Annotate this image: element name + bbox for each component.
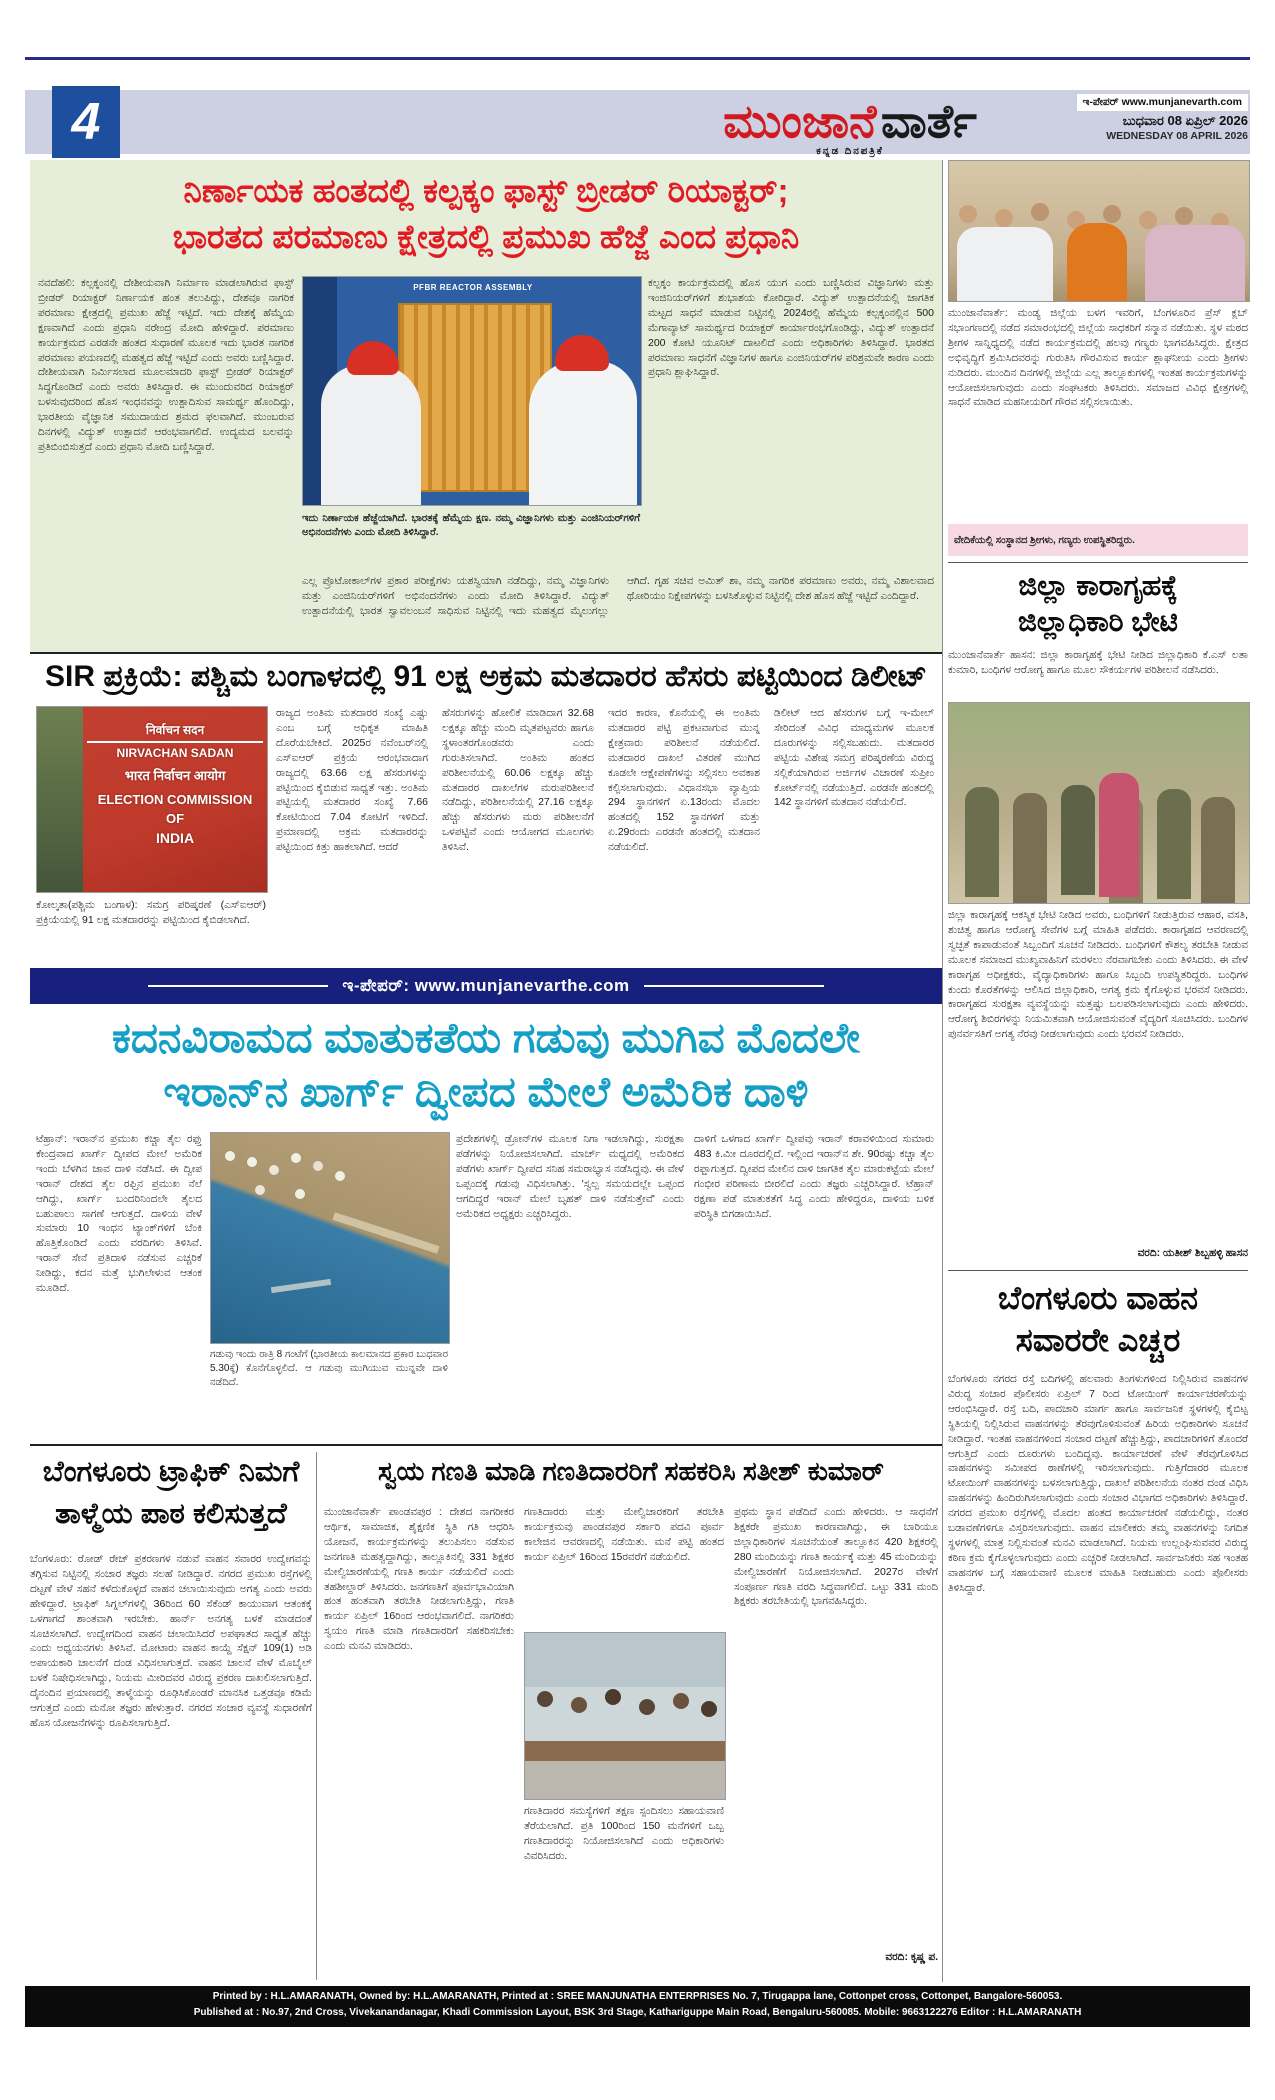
jail-visit-photo (948, 702, 1250, 904)
sir-col5: ಡಿಲೀಟ್ ಆದ ಹೆಸರುಗಳ ಬಗ್ಗೆ ಇ-ಮೇಲ್ ಸೇರಿದಂತೆ ವಿವಿಧ ಮಾಧ್ಯಮಗಳ ಮೂಲಕ ದೂರುಗಳನ್ನು ಸಲ್ಲಿಸಬಹುದು. ಮತದಾರರ ಪಟ್ಟಿಯ ವಿಶೇಷ ಸಮಗ್ರ ಪರಿಷ್ಕರಣೆಯ ವಿರುದ್ಧ ಸಲ್ಲಿಕೆಯಾಗಿರುವ ಅರ್ಜಿಗಳ ವಿಚಾರಣೆ ಸುಪ್ರೀಂ ಕೋರ್ಟ್‌ನಲ್ಲಿ ನಡೆಯುತ್ತಿದೆ. ಎರಡನೇ ಹಂತದಲ್ಲಿ 142 ಸ್ಥಾನಗಳಿಗೆ ಮತದಾನ ನಡೆಯಲಿದೆ. (774, 707, 934, 809)
election-commission-photo (36, 706, 268, 893)
vehicle-headline-line2: ಸವಾರರೇ ಎಚ್ಚರ (1015, 1322, 1181, 1358)
person-right-red-helmet (555, 335, 609, 371)
divider-right-2 (948, 1270, 1248, 1271)
jetty-pier (332, 1212, 439, 1254)
classroom-wall (525, 1633, 725, 1687)
classroom-tables (525, 1741, 725, 1761)
officer-in-saree-figure (1099, 773, 1139, 897)
sir-col2: ರಾಜ್ಯದ ಅಂತಿಮ ಮತದಾರರ ಸಂಖ್ಯೆ ಎಷ್ಟು ಎಂಬ ಬಗ್ಗೆ ಅಧಿಕೃತ ಮಾಹಿತಿ ದೊರೆಯಬೇಕಿದೆ. 2025ರ ನವೆಂಬರ್‌ನಲ್ಲಿ ಎಸ್‌ಐಆರ್ ಪ್ರಕ್ರಿಯೆ ಆರಂಭವಾದಾಗ ರಾಜ್ಯದಲ್ಲಿ 63.66 ಲಕ್ಷ ಹೆಸರುಗಳನ್ನು ಪಟ್ಟಿಯಿಂದ ಕೈಬಿಡುವ ಸಾಧ್ಯತೆ ಇತ್ತು. ಅಂತಿಮ ಪಟ್ಟಿಯಲ್ಲಿ ಮತದಾರರ ಸಂಖ್ಯೆ 7.66 ಕೋಟಿಯಿಂದ 7.04 ಕೋಟಿಗೆ ಇಳಿದಿದೆ. ಪ್ರಮಾಣದಲ್ಲಿ ಅಕ್ರಮ ಮತದಾರರನ್ನು ಪಟ್ಟಿಯಿಂದ ಕಿತ್ತು ಹಾಕಲಾಗಿದೆ. ಆದರೆ (276, 707, 428, 854)
traffic-body: ಬೆಂಗಳೂರು: ರೋಡ್ ರೇಜ್ ಪ್ರಕರಣಗಳ ನಡುವೆ ವಾಹನ ಸವಾರರ ಉದ್ವೇಗವನ್ನು ತಗ್ಗಿಸುವ ನಿಟ್ಟಿನಲ್ಲಿ ಸಂಚಾರ ತಜ್ಞರು ಸಲಹೆ ನೀಡಿದ್ದಾರೆ. ನಗರದ ಪ್ರಮುಖ ರಸ್ತೆಗಳಲ್ಲಿ ದಟ್ಟಣೆ ವೇಳೆ ಸಹನೆ ಕಳೆದುಕೊಳ್ಳದೆ ವಾಹನ ಚಲಾಯಿಸುವುದು ಅಗತ್ಯ ಎಂದು ಅವರು ಹೇಳಿದ್ದಾರೆ. ಟ್ರಾಫಿಕ್ ಸಿಗ್ನಲ್‌ಗಳಲ್ಲಿ 36ರಿಂದ 60 ಸೆಕೆಂಡ್ ಕಾಯುವಾಗ ಆತಂಕಕ್ಕೆ ಒಳಗಾಗದೆ ಶಾಂತವಾಗಿ ಇರಬೇಕು. ಹಾರ್ನ್ ಅನಗತ್ಯ ಬಳಕೆ ಮಾಡದಂತೆ ಸೂಚಿಸಲಾಗಿದೆ. ಉದ್ವೇಗದಿಂದ ವಾಹನ ಚಲಾಯಿಸಿದರೆ ಅಪಘಾತದ ಸಾಧ್ಯತೆ ಹೆಚ್ಚು ಎಂದು ಅಧ್ಯಯನಗಳು ತಿಳಿಸಿವೆ. ಮೋಟಾರು ವಾಹನ ಕಾಯ್ದೆ ಸೆಕ್ಷನ್ 109(1) ಅಡಿ ಅಪಾಯಕಾರಿ ಚಾಲನೆಗೆ ದಂಡ ವಿಧಿಸಲಾಗುತ್ತದೆ. ವಾಹನ ಚಾಲನೆ ವೇಳೆ ಮೊಬೈಲ್ ಬಳಕೆ ನಿಷೇಧಿಸಲಾಗಿದ್ದು, ನಿಯಮ ಮೀರಿದವರ ವಿರುದ್ಧ ಪ್ರಕರಣ ದಾಖಲಿಸಲಾಗುತ್ತಿದೆ. ದೈನಂದಿನ ಪ್ರಯಾಣದಲ್ಲಿ ತಾಳ್ಮೆಯನ್ನು ರೂಢಿಸಿಕೊಂಡರೆ ಮಾನಸಿಕ ಒತ್ತಡವೂ ಕಡಿಮೆ ಆಗುತ್ತದೆ ಎಂದು ಮನೋ ತಜ್ಞರು ಹೇಳುತ್ತಾರೆ. ನಗರದ ಸಂಚಾರ ವ್ಯವಸ್ಥೆ ಸುಧಾರಣೆಗೆ ಹೊಸ ಯೋಜನೆಗಳನ್ನು ರೂಪಿಸಲಾಗುತ್ತಿದೆ. (30, 1553, 312, 1729)
census-col1: ಮುಂಜಾನೆವಾರ್ತೆ ಪಾಂಡವಪುರ : ದೇಶದ ನಾಗರೀಕರ ಆರ್ಥಿಕ, ಸಾಮಾಜಿಕ, ಶೈಕ್ಷಣಿಕ ಸ್ಥಿತಿ ಗತಿ ಆಧರಿಸಿ ಯೋಜನೆ, ಕಾರ್ಯಕ್ರಮಗಳನ್ನು ತಲುಪಿಸಲು ನಡೆಸುವ ಜನಗಣತಿ ಮಹತ್ವದ್ದಾಗಿದ್ದು, ತಾಲ್ಲೂಕಿನಲ್ಲಿ 331 ಶಿಕ್ಷಕರ ಮೇಲ್ವಿಚಾರಣೆಯಲ್ಲಿ ಗಣತಿ ಕಾರ್ಯ ನಡೆಯಲಿದೆ ಎಂದು ತಹಶೀಲ್ದಾರ್ ತಿಳಿಸಿದರು. ಜನಗಣತಿಗೆ ಪೂರ್ವಭಾವಿಯಾಗಿ ಹಂತ ಹಂತವಾಗಿ ತರಬೇತಿ ನೀಡಲಾಗುತ್ತಿದ್ದು, ಗಣತಿ ಕಾರ್ಯ ಏಪ್ರಿಲ್ 16ರಿಂದ ಆರಂಭವಾಗಲಿದೆ. ನಾಗರಿಕರು ಸ್ವಯಂ ಗಣತಿ ಮಾಡಿ ಗಣತಿದಾರರಿಗೆ ಸಹಕರಿಸಬೇಕು ಎಂದು ಮನವಿ ಮಾಡಿದರು. (324, 1506, 514, 1653)
census-byline: ವರದಿ: ಕೃಷ್ಣ ಪ. (885, 1951, 938, 1963)
ec-sign-english1: NIRVACHAN SADAN (116, 746, 234, 760)
figures-right (1145, 225, 1245, 301)
top-border-line (25, 57, 1250, 60)
divider-bottom-row (30, 1444, 942, 1446)
right-top-story-body: ಮುಂಜಾನೆವಾರ್ತೆ: ಮಂಡ್ಯ ಜಿಲ್ಲೆಯ ಬಳಗ ಇವರಿಗೆ, ಬೆಂಗಳೂರಿನ ಪ್ರೆಸ್ ಕ್ಲಬ್ ಸಭಾಂಗಣದಲ್ಲಿ ನಡೆದ ಸಮಾರಂಭದಲ್ಲಿ ಜಿಲ್ಲೆಯ ಸಾಧಕರಿಗೆ ಸನ್ಮಾನ ನಡೆಯಿತು. ಸ್ಥಳ ಮಠದ ಶ್ರೀಗಳ ಸಾನ್ನಿಧ್ಯದಲ್ಲಿ ನಡೆದ ಕಾರ್ಯಕ್ರಮದಲ್ಲಿ ಹಲವು ಗಣ್ಯರು ಭಾಗವಹಿಸಿದ್ದರು. ಕ್ಷೇತ್ರದ ಅಭಿವೃದ್ಧಿಗೆ ಶ್ರಮಿಸಿದವರನ್ನು ಗುರುತಿಸಿ ಗೌರವಿಸುವ ಕಾರ್ಯ ಶ್ಲಾಘನೀಯ ಎಂದು ಶ್ರೀಗಳು ನುಡಿದರು. ಮುಂದಿನ ದಿನಗಳಲ್ಲಿ ಜಿಲ್ಲೆಯ ಎಲ್ಲ ತಾಲ್ಲೂಕುಗಳಲ್ಲಿ ಇಂತಹ ಕಾರ್ಯಕ್ರಮಗಳನ್ನು ಆಯೋಜಿಸಲಾಗುವುದು ಎಂದು ಸಂಘಟಕರು ತಿಳಿಸಿದರು. ಸಮಾಜದ ವಿವಿಧ ಕ್ಷೇತ್ರಗಳಲ್ಲಿ ಸಾಧನೆ ಮಾಡಿದ ಮಹನೀಯರಿಗೆ ಗೌರವ ಸಲ್ಲಿಸಲಾಯಿತು. (948, 307, 1248, 409)
ec-sign-india: INDIA (155, 830, 195, 846)
crowd-heads (959, 205, 977, 223)
census-training-photo (524, 1632, 726, 1800)
ec-sign-rule (87, 741, 263, 743)
masthead-date-kannada: ಬುಧವಾರ 08 ಏಪ್ರಿಲ್ 2026 (1122, 113, 1248, 128)
coastline-surf (271, 1279, 331, 1293)
imprint-line1: Printed by : H.L.AMARANATH, Owned by: H.L.AMARANATH, Printed at : SREE MANJUNATHA ENTERPRISES No. 7, Tirugappa lane, Cottonpet cross, Cottonpet, Bangalore-560053. (212, 1991, 1063, 2002)
traffic-headline-line2: ತಾಳ್ಮೆಯ ಪಾಠ ಕಲಿಸುತ್ತದೆ (55, 1498, 287, 1530)
sir-headline: SIR ಪ್ರಕ್ರಿಯೆ: ಪಶ್ಚಿಮ ಬಂಗಾಳದಲ್ಲಿ 91 ಲಕ್ಷ ಅಕ್ರಮ ಮತದಾರರ ಹೆಸರು ಪಟ್ಟಿಯಿಂದ ಡಿಲೀಟ್ (45, 660, 927, 693)
ec-sign-of: OF (165, 811, 185, 826)
jail-headline-line2: ಜಿಲ್ಲಾಧಿಕಾರಿ ಭೇಟಿ (1018, 606, 1178, 637)
sir-col4: ಇದರ ಕಾರಣ, ಕೊನೆಯಲ್ಲಿ ಈ ಅಂತಿಮ ಮತದಾರರ ಪಟ್ಟಿ ಪ್ರಕಟವಾಗುವ ಮುನ್ನ ಕ್ಷೇತ್ರವಾರು ಪರಿಶೀಲನೆ ನಡೆಯಲಿದೆ. ಮತದಾರರ ದಾಖಲೆ ವಿತರಣೆ ಮುಗಿದ ಕೂಡಲೇ ಆಕ್ಷೇಪಣೆಗಳನ್ನು ಸಲ್ಲಿಸಲು ಅವಕಾಶ ಕಲ್ಪಿಸಲಾಗುವುದು. ವಿಧಾನಸಭಾ ವ್ಯಾಪ್ತಿಯ 294 ಸ್ಥಾನಗಳಿಗೆ ಏ.13ರಂದು ಮೊದಲ ಹಂತದಲ್ಲಿ 152 ಸ್ಥಾನಗಳಿಗೆ ಮತ್ತು ಏ.29ರಂದು ಎರಡನೇ ಹಂತದಲ್ಲಿ ಮತದಾನ ನಡೆಯಲಿದೆ. (608, 707, 760, 854)
person-left-red-helmet (347, 341, 399, 375)
ec-sign-hindi2: भारत निर्वाचन आयोग (124, 768, 226, 783)
masthead-epaper-url[interactable]: ಇ-ಪೇಪರ್ www.munjanevarth.com (1077, 94, 1249, 111)
saffron-robed-figure (1067, 223, 1127, 301)
bottom-left-divider (316, 1452, 317, 1980)
jail-body: ಜಿಲ್ಲಾ ಕಾರಾಗೃಹಕ್ಕೆ ಆಕಸ್ಮಿಕ ಭೇಟಿ ನೀಡಿದ ಅವರು, ಬಂಧಿಗಳಿಗೆ ನೀಡುತ್ತಿರುವ ಆಹಾರ, ವಸತಿ, ಶುಚಿತ್ವ ಹಾಗೂ ಆರೋಗ್ಯ ಸೇವೆಗಳ ಬಗ್ಗೆ ಮಾಹಿತಿ ಪಡೆದರು. ಕಾರಾಗೃಹದ ಆವರಣದಲ್ಲಿ ಸ್ವಚ್ಛತೆ ಕಾಪಾಡುವಂತೆ ಸಿಬ್ಬಂದಿಗೆ ಸೂಚನೆ ನೀಡಿದರು. ಬಂಧಿಗಳಿಗೆ ಕೌಶಲ್ಯ ತರಬೇತಿ ನೀಡುವ ಮೂಲಕ ಸಮಾಜದ ಮುಖ್ಯವಾಹಿನಿಗೆ ಮರಳಲು ನೆರವಾಗಬೇಕು ಎಂದು ತಿಳಿಸಿದರು. ಈ ವೇಳೆ ಕಾರಾಗೃಹ ಅಧೀಕ್ಷಕರು, ವೈದ್ಯಾಧಿಕಾರಿಗಳು ಹಾಗೂ ಸಿಬ್ಬಂದಿ ಉಪಸ್ಥಿತರಿದ್ದರು. ಬಂಧಿಗಳ ಕುಂದು ಕೊರತೆಗಳನ್ನು ಆಲಿಸಿದ ಜಿಲ್ಲಾಧಿಕಾರಿ, ಅಗತ್ಯ ಕ್ರಮ ಕೈಗೊಳ್ಳುವ ಭರವಸೆ ನೀಡಿದರು. ಕಾರಾಗೃಹದ ಸುರಕ್ಷತಾ ವ್ಯವಸ್ಥೆಯನ್ನು ಮತ್ತಷ್ಟು ಬಲಪಡಿಸಲಾಗುವುದು ಎಂದು ಹೇಳಿದರು. ಆರೋಗ್ಯ ಶಿಬಿರಗಳನ್ನು ನಿಯಮಿತವಾಗಿ ಆಯೋಜಿಸುವಂತೆ ವೈದ್ಯರಿಗೆ ಸೂಚಿಸಿದರು. ಬಂದಿಗಳ ಪುನರ್ವಸತಿಗೆ ಅಗತ್ಯ ನೆರವು ನೀಡಲಾಗುವುದು ಎಂದು ಭರವಸೆ ನೀಡಿದರು. (948, 909, 1248, 1041)
classroom-floor (525, 1761, 725, 1799)
imprint-footer (25, 1986, 1250, 2027)
masthead-date-english: WEDNESDAY 08 APRIL 2026 (1106, 130, 1248, 142)
person-right-figure (529, 361, 637, 505)
lead-headline-line2: ಭಾರತದ ಪರಮಾಣು ಕ್ಷೇತ್ರದಲ್ಲಿ ಪ್ರಮುಖ ಹೆಜ್ಜೆ ಎಂದ ಪ್ರಧಾನಿ (172, 218, 800, 255)
sir-col1: ಕೋಲ್ಕತಾ(ಪಶ್ಚಿಮ ಬಂಗಾಳ): ಸಮಗ್ರ ಪರಿಷ್ಕರಣೆ (ಎಸ್‌ಐಆರ್) ಪ್ರಕ್ರಿಯೆಯಲ್ಲಿ 91 ಲಕ್ಷ ಮತದಾರರನ್ನು ಪಟ್ಟಿಯಿಂದ ಕೈಬಿಡಲಾಗಿದೆ. (36, 899, 266, 926)
page-number: 4 (71, 93, 101, 151)
banner-right-line (644, 985, 824, 987)
iran-col1: ಟೆಹ್ರಾನ್: ಇರಾನ್‌ನ ಪ್ರಮುಖ ಕಚ್ಚಾ ತೈಲ ರಫ್ತು ಕೇಂದ್ರವಾದ ಖಾರ್ಗ್ ದ್ವೀಪದ ಮೇಲೆ ಅಮೆರಿಕ ಇಂದು ಬೆಳಗಿನ ಜಾವ ದಾಳಿ ನಡೆಸಿದೆ. ಈ ದ್ವೀಪ ಇರಾನ್ ದೇಶದ ತೈಲ ರಫ್ತಿನ ಪ್ರಮುಖ ನೆಲೆ ಆಗಿದ್ದು, ಖಾರ್ಗ್ ಬಂದರಿನಿಂದಲೇ ತೈಲದ ಬಹುಪಾಲು ಸಾಗಣೆ ಆಗುತ್ತದೆ. ದಾಳಿಯ ವೇಳೆ ಸುಮಾರು 10 ಇಂಧನ ಟ್ಯಾಂಕ್‌ಗಳಿಗೆ ಬೆಂಕಿ ಹೊತ್ತಿಕೊಂಡಿದೆ ಎಂದು ವರದಿಗಳು ತಿಳಿಸಿವೆ. ಇರಾನ್ ಸೇನೆ ಪ್ರತಿದಾಳಿ ನಡೆಸುವ ಎಚ್ಚರಿಕೆ ನೀಡಿದ್ದು, ಕದನ ಮತ್ತೆ ಭುಗಿಲೇಳುವ ಆತಂಕ ಮೂಡಿದೆ. (36, 1133, 202, 1295)
nameplate-subtitle: ಕನ್ನಡ ದಿನಪತ್ರಿಕೆ (816, 146, 884, 157)
jail-headline-line1: ಜಿಲ್ಲಾ ಕಾರಾಗೃಹಕ್ಕೆ (1018, 570, 1178, 601)
iran-col3: ದಾಳಿಗೆ ಒಳಗಾದ ಖಾರ್ಗ್ ದ್ವೀಪವು ಇರಾನ್ ಕರಾವಳಿಯಿಂದ ಸುಮಾರು 483 ಕಿ.ಮೀ ದೂರದಲ್ಲಿದೆ. ಇಲ್ಲಿಂದ ಇರಾನ್‌ನ ಶೇ. 90ರಷ್ಟು ಕಚ್ಚಾ ತೈಲ ರಫ್ತಾಗುತ್ತದೆ. ದ್ವೀಪದ ಮೇಲಿನ ದಾಳಿ ಜಾಗತಿಕ ತೈಲ ಮಾರುಕಟ್ಟೆಯ ಮೇಲೆ ಗಂಭೀರ ಪರಿಣಾಮ ಬೀರಲಿದೆ ಎಂದು ತಜ್ಞರು ಎಚ್ಚರಿಸಿದ್ದಾರೆ. ಟೆಹ್ರಾನ್ ರಕ್ಷಣಾ ಪಡೆ ಮಾತುಕತೆಗೆ ಸಿದ್ಧ ಎಂದು ಹೇಳಿದ್ದರೂ, ದಾಳಿಯ ಬಳಿಕ ಪರಿಸ್ಥಿತಿ ಬಿಗಡಾಯಿಸಿದೆ. (694, 1133, 934, 1220)
divider-lead-sir (30, 652, 942, 654)
reactor-photo-caption: ಇದು ನಿರ್ಣಾಯಕ ಹೆಜ್ಜೆಯಾಗಿದೆ. ಭಾರತಕ್ಕೆ ಹೆಮ್ಮೆಯ ಕ್ಷಣ. ನಮ್ಮ ವಿಜ್ಞಾನಿಗಳು ಮತ್ತು ಎಂಜಿನಿಯರ್‌ಗಳಿಗೆ ಅಭಿನಂದನೆಗಳು ಎಂದು ಮೋದಿ ತಿಳಿಸಿದ್ದಾರೆ. (302, 513, 640, 538)
census-col2-top: ಗಣತಿದಾರರು ಮತ್ತು ಮೇಲ್ವಿಚಾರಕರಿಗೆ ತರಬೇತಿ ಕಾರ್ಯಕ್ರಮವು ಪಾಂಡವಪುರ ಸರ್ಕಾರಿ ಪದವಿ ಪೂರ್ವ ಕಾಲೇಜಿನ ಆವರಣದಲ್ಲಿ ನಡೆಯಿತು. ಮನೆ ಪಟ್ಟಿ ಹಂತದ ಕಾರ್ಯ ಏಪ್ರಿಲ್ 16ರಿಂದ 15ರವರೆಗೆ ನಡೆಯಲಿದೆ. (524, 1506, 724, 1563)
masthead-right (1000, 92, 1248, 142)
ec-sign-english2: ELECTION COMMISSION (97, 792, 253, 807)
traffic-headline-line1: ಬೆಂಗಳೂರು ಟ್ರಾಫಿಕ್ ನಿಮಗೆ (42, 1456, 300, 1488)
iran-headline-line1: ಕದನವಿರಾಮದ ಮಾತುಕತೆಯ ಗಡುವು ಮುಗಿವ ಮೊದಲೇ (112, 1014, 860, 1061)
census-col2-bottom: ಗಣತಿದಾರರ ಸಮಸ್ಯೆಗಳಿಗೆ ತಕ್ಷಣ ಸ್ಪಂದಿಸಲು ಸಹಾಯವಾಣಿ ತೆರೆಯಲಾಗಿದೆ. ಪ್ರತಿ 100ರಿಂದ 150 ಮನೆಗಳಿಗೆ ಒಬ್ಬ ಗಣತಿದಾರರನ್ನು ನಿಯೋಜಿಸಲಾಗಿದೆ ಎಂದು ಅಧಿಕಾರಿಗಳು ವಿವರಿಸಿದರು. (524, 1805, 724, 1862)
white-shirt-figures-left (957, 227, 1053, 301)
lead-body-col3: ಕಲ್ಪಕ್ಕಂ ಕಾರ್ಯಕ್ರಮದಲ್ಲಿ ಹೊಸ ಯುಗ ಎಂದು ಬಣ್ಣಿಸಿರುವ ವಿಜ್ಞಾನಿಗಳು ಮತ್ತು ಇಂಜಿನಿಯರ್‌ಗಳಿಗೆ ಶುಭಾಶಯ ಕೋರಿದ್ದಾರೆ. ವಿದ್ಯುತ್ ಉತ್ಪಾದನೆಯಲ್ಲಿ ಜಾಗತಿಕ ಮಟ್ಟದ ಸಾಧನೆ ಮಾಡುವ ನಿಟ್ಟಿನಲ್ಲಿ 2024ರಲ್ಲಿ ಹೆಮ್ಮೆಯ ಕಲ್ಪಕ್ಕಂನಲ್ಲಿನ 500 ಮೆಗಾವ್ಯಾಟ್ ಸಾಮರ್ಥ್ಯದ ರಿಯಾಕ್ಟರ್ ಕಾರ್ಯಾರಂಭಗೊಂಡಿದ್ದು, ವಿದ್ಯುತ್ ಉತ್ಪಾದನೆ 200 ಕೋಟಿ ಯೂನಿಟ್ ದಾಟಲಿದೆ ಎಂದು ಅಧಿಕಾರಿಗಳು ತಿಳಿಸಿದ್ದಾರೆ. ಭಾರತದ ಪರಮಾಣು ಸಾಧನೆಗೆ ವಿಜ್ಞಾನಿಗಳ ಹಾಗೂ ಎಂಜಿನಿಯರ್‌ಗಳ ಪರಿಶ್ರಮವೇ ಕಾರಣ ಎಂದು ಪ್ರಧಾನಿ ಶ್ಲಾಘಿಸಿದ್ದಾರೆ. (648, 277, 934, 379)
kharg-island-photo (210, 1132, 450, 1344)
oil-storage-tanks (225, 1151, 235, 1161)
reactor-photo-label: PFBR REACTOR ASSEMBLY (413, 283, 533, 292)
person-left-figure (321, 365, 421, 505)
felicitation-event-photo (948, 160, 1250, 302)
iran-col2: ಪ್ರದೇಶಗಳಲ್ಲಿ ಡ್ರೋನ್‌ಗಳ ಮೂಲಕ ನಿಗಾ ಇಡಲಾಗಿದ್ದು, ಸುರಕ್ಷತಾ ಪಡೆಗಳನ್ನು ನಿಯೋಜಿಸಲಾಗಿದೆ. ಮಾರ್ಚ್ ಮಧ್ಯದಲ್ಲಿ ಅಮೆರಿಕದ ಪಡೆಗಳು ಖಾರ್ಗ್ ದ್ವೀಪದ ಸನಿಹ ಸಮರಾಭ್ಯಾಸ ನಡೆಸಿದ್ದವು. ಈ ವೇಳೆ ಒಪ್ಪಂದಕ್ಕೆ ಗಡುವು ವಿಧಿಸಲಾಗಿತ್ತು. 'ಸ್ವಲ್ಪ ಸಮಯದಲ್ಲೇ ಒಪ್ಪಂದ ಆಗದಿದ್ದರೆ ಇರಾನ್ ಮೇಲೆ ಬೃಹತ್ ದಾಳಿ ನಡೆಸುತ್ತೇವೆ' ಎಂದು ಅಮೆರಿಕದ ಅಧ್ಯಕ್ಷರು ಎಚ್ಚರಿಸಿದ್ದರು. (456, 1133, 684, 1220)
jail-intro: ಮುಂಜಾನೆವಾರ್ತೆ ಹಾಸನ: ಜಿಲ್ಲಾ ಕಾರಾಗೃಹಕ್ಕೆ ಭೇಟಿ ನೀಡಿದ ಜಿಲ್ಲಾಧಿಕಾರಿ ಕೆ.ಎಸ್ ಲತಾ ಕುಮಾರಿ, ಬಂಧಿಗಳ ಆರೋಗ್ಯ ಹಾಗೂ ಮೂಲ ಸೌಕರ್ಯಗಳ ಪರಿಶೀಲನೆ ನಡೆಸಿದರು. (948, 649, 1248, 676)
lead-body-strip: ಎಲ್ಲ ಪ್ರೊಟೋಕಾಲ್‌ಗಳ ಪ್ರಕಾರ ಪರೀಕ್ಷೆಗಳು ಯಶಸ್ವಿಯಾಗಿ ನಡೆದಿದ್ದು, ನಮ್ಮ ವಿಜ್ಞಾನಿಗಳು ಮತ್ತು ಎಂಜಿನಿಯರ್‌ಗಳಿಗೆ ಅಭಿನಂದನೆಗಳು ಎಂದು ಮೋದಿ ತಿಳಿಸಿದ್ದಾರೆ. ವಿದ್ಯುತ್ ಉತ್ಪಾದನೆಯಲ್ಲಿ ಭಾರತ ಸ್ವಾವಲಂಬನೆ ಸಾಧಿಸುವ ನಿಟ್ಟಿನಲ್ಲಿ ಇದು ಮಹತ್ವದ ಮೈಲುಗಲ್ಲು ಆಗಿದೆ. ಗೃಹ ಸಚಿವ ಅಮಿತ್ ಶಾ, ನಮ್ಮ ನಾಗರಿಕ ಪರಮಾಣು ಅವರು, ನಮ್ಮ ವಿಶಾಲವಾದ ಥೋರಿಯಂ ನಿಕ್ಷೇಪಗಳನ್ನು ಬಳಸಿಕೊಳ್ಳುವ ನಿಟ್ಟಿನಲ್ಲಿ ದೇಶ ಹೊಸ ಹೆಜ್ಜೆ ಇಟ್ಟಿದೆ ಎಂದಿದ್ದಾರೆ. (302, 575, 934, 617)
vehicle-headline-line1: ಬೆಂಗಳೂರು ವಾಹನ (997, 1280, 1199, 1316)
epaper-banner (30, 968, 942, 1004)
census-headline: ಸ್ವಯ ಗಣತಿ ಮಾಡಿ ಗಣತಿದಾರರಿಗೆ ಸಹಕರಿಸಿ ಸತೀಶ್ ಕುಮಾರ್ (378, 1456, 884, 1486)
census-col3: ಪ್ರಥಮ ಸ್ಥಾನ ಪಡೆದಿದೆ ಎಂದು ಹೇಳಿದರು. ಆ ಸಾಧನೆಗೆ ಶಿಕ್ಷಕರೇ ಪ್ರಮುಖ ಕಾರಣವಾಗಿದ್ದು, ಈ ಬಾರಿಯೂ ಜಿಲ್ಲಾಧಿಕಾರಿಗಳ ಸೂಚನೆಯಂತೆ ತಾಲ್ಲೂಕಿನ 420 ಶಿಕ್ಷಕರಲ್ಲಿ 280 ಮಂದಿಯನ್ನು ಗಣತಿ ಕಾರ್ಯಕ್ಕೆ ಮತ್ತು 45 ಮಂದಿಯನ್ನು ಮೇಲ್ವಿಚಾರಣೆಗೆ ನಿಯೋಜಿಸಲಾಗಿದೆ. 2027ರ ವೇಳೆಗೆ ಸಂಪೂರ್ಣ ಗಣತಿ ವರದಿ ಸಿದ್ಧವಾಗಲಿದೆ. ಒಟ್ಟು 331 ಮಂದಿ ಶಿಕ್ಷಕರು ತರಬೇತಿಯಲ್ಲಿ ಭಾಗವಹಿಸಿದ್ದರು. (734, 1506, 938, 1608)
trainee-heads (537, 1691, 553, 1707)
ec-sign-text (87, 721, 263, 846)
right-top-story-highlight: ವೇದಿಕೆಯಲ್ಲಿ ಸಂಸ್ಥಾನದ ಶ್ರೀಗಳು, ಗಣ್ಯರು ಉಪಸ್ಥಿತರಿದ್ದರು. (948, 524, 1248, 556)
ec-photo-tree (37, 707, 83, 892)
iran-headline-line2: ಇರಾನ್‌ನ ಖಾರ್ಗ್ ದ್ವೀಪದ ಮೇಲೆ ಅಮೆರಿಕ ದಾಳಿ (163, 1068, 809, 1115)
lead-headline-line1: ನಿರ್ಣಾಯಕ ಹಂತದಲ್ಲಿ ಕಲ್ಪಕ್ಕಂ ಫಾಸ್ಟ್ ಬ್ರೀಡರ್ ರಿಯಾಕ್ಟರ್; (183, 172, 789, 209)
officials-walking-figures (965, 787, 999, 897)
right-column-divider (942, 160, 943, 1982)
lead-body-col1: ನವದೆಹಲಿ: ಕಲ್ಪಕ್ಕಂನಲ್ಲಿ ದೇಶೀಯವಾಗಿ ನಿರ್ಮಾಣ ಮಾಡಲಾಗಿರುವ ಫಾಸ್ಟ್ ಬ್ರೀಡರ್ ರಿಯಾಕ್ಟರ್ ನಿರ್ಣಾಯಕ ಹಂತ ತಲುಪಿದ್ದು, ದೇಶವೂ ನಾಗರಿಕ ಪರಮಾಣು ಕ್ಷೇತ್ರದಲ್ಲಿ ಪ್ರಮುಖ ಹೆಜ್ಜೆ ಇಟ್ಟಿದೆ. ಇದು ದೇಶಕ್ಕೆ ಹೆಮ್ಮೆಯ ಕ್ಷಣವಾಗಿದೆ ಎಂದು ಪ್ರಧಾನಿ ನರೇಂದ್ರ ಮೋದಿ ಹೇಳಿದ್ದಾರೆ. ಪರಮಾಣು ಕಾರ್ಯಕ್ರಮದ ಎರಡನೇ ಹಂತದ ಸುಧಾರಣೆ ಮೂಲಕ ಇದು ಭಾರತ ನಾಗರಿಕ ಪರಮಾಣು ಪಯಣದಲ್ಲಿ ಮಹತ್ವದ ಹೆಜ್ಜೆ ಇಟ್ಟಿದೆ ಎಂದು ಅವರು ಬಣ್ಣಿಸಿದ್ದಾರೆ. ದೇಶೀಯವಾಗಿ ನಿರ್ಮಿಸಲಾದ ಮೂಲಮಾದರಿ ಫಾಸ್ಟ್ ಬ್ರೀಡರ್ ರಿಯಾಕ್ಟರ್ ಸಿದ್ಧಗೊಂಡಿದೆ ಎಂದು ಅವರು ತಿಳಿಸಿದ್ದಾರೆ. ಈ ಮುಂದುವರಿದ ರಿಯಾಕ್ಟರ್ ಬಳಸುವುದರಿಂದ ಹೊಸ ಇಂಧನವನ್ನು ಉತ್ಪಾದಿಸುವ ಸಾಮರ್ಥ್ಯ ಹೊಂದಿದ್ದು, ಭಾರತೀಯ ವೈಜ್ಞಾನಿಕ ಸಮುದಾಯದ ಶ್ರಮದ ಫಲವಾಗಿದೆ. ಮುಂಬರುವ ದಿನಗಳಲ್ಲಿ ವಿದ್ಯುತ್ ಉತ್ಪಾದನೆ ಆರಂಭವಾಗಲಿದೆ. ಉದ್ಯಮದ ಬಲವನ್ನು ಪ್ರತಿಬಿಂಬಿಸುತ್ತದೆ ಎಂದು ಪ್ರಧಾನಿ ಮೋದಿ ಬಣ್ಣಿಸಿದ್ದಾರೆ. (38, 277, 294, 453)
jail-byline: ವರದಿ: ಯತೀಶ್ ಶಿಬ್ಬಹಳ್ಳಿ ಹಾಸನ (1137, 1247, 1248, 1259)
kharg-photo-caption: ಗಡುವು ಇಂದು ರಾತ್ರಿ 8 ಗಂಟೆಗೆ (ಭಾರತೀಯ ಕಾಲಮಾನದ ಪ್ರಕಾರ ಬುಧವಾರ 5.30ಕ್ಕೆ) ಕೊನೆಗೊಳ್ಳಲಿದೆ. ಆ ಗಡುವು ಮುಗಿಯುವ ಮುನ್ನವೇ ದಾಳಿ ನಡೆದಿದೆ. (210, 1349, 448, 1388)
sir-col3: ಹೆಸರುಗಳನ್ನು ಹೋಲಿಕೆ ಮಾಡಿದಾಗ 32.68 ಲಕ್ಷಕ್ಕೂ ಹೆಚ್ಚು ಮಂದಿ ಮೃತಪಟ್ಟವರು ಹಾಗೂ ಸ್ಥಳಾಂತರಗೊಂಡವರು ಎಂದು ಗುರುತಿಸಲಾಗಿದೆ. ಅಂತಿಮ ಹಂತದ ಪರಿಶೀಲನೆಯಲ್ಲಿ 60.06 ಲಕ್ಷಕ್ಕೂ ಹೆಚ್ಚು ಮತದಾರರ ದಾಖಲೆಗಳ ಮರುಪರಿಶೀಲನೆ ನಡೆದಿದ್ದು, ಪರಿಶೀಲನೆಯಲ್ಲಿ 27.16 ಲಕ್ಷಕ್ಕೂ ಹೆಚ್ಚು ಹೆಸರುಗಳು ಮರು ಪರಿಶೀಲನೆಗೆ ಒಳಪಟ್ಟಿವೆ ಎಂದು ಆಯೋಗದ ಮೂಲಗಳು ತಿಳಿಸಿವೆ. (442, 707, 594, 854)
ec-sign-hindi1: निर्वाचन सदन (145, 723, 205, 737)
page-number-box (52, 86, 120, 158)
reactor-photo (302, 276, 642, 506)
vehicle-body: ಬೆಂಗಳೂರು ನಗರದ ರಸ್ತೆ ಬದಿಗಳಲ್ಲಿ ಹಲವಾರು ತಿಂಗಳುಗಳಿಂದ ನಿಲ್ಲಿಸಿರುವ ವಾಹನಗಳ ವಿರುದ್ಧ ಸಂಚಾರ ಪೊಲೀಸರು ಏಪ್ರಿಲ್ 7 ರಿಂದ ಟೋಯಿಂಗ್ ಕಾರ್ಯಾಚರಣೆಯನ್ನು ಆರಂಭಿಸಿದ್ದಾರೆ. ರಸ್ತೆ ಬದಿ, ಪಾದಚಾರಿ ಮಾರ್ಗ ಹಾಗೂ ಸಾರ್ವಜನಿಕ ಸ್ಥಳಗಳಲ್ಲಿ ಕೈಬಿಟ್ಟ ಸ್ಥಿತಿಯಲ್ಲಿ ನಿಲ್ಲಿಸಿರುವ ವಾಹನಗಳನ್ನು ತೆರವುಗೊಳಿಸುವಂತೆ ಹಿರಿಯ ಅಧಿಕಾರಿಗಳು ಸೂಚನೆ ನೀಡಿದ್ದಾರೆ. ಇಂತಹ ವಾಹನಗಳಿಂದ ಸಂಚಾರ ದಟ್ಟಣೆ ಹೆಚ್ಚುತ್ತಿದ್ದು, ಪಾದಚಾರಿಗಳಿಗೆ ತೊಂದರೆ ಆಗುತ್ತಿದೆ ಎಂದು ದೂರುಗಳು ಬಂದಿದ್ದವು. ಕಾರ್ಯಾಚರಣೆ ವೇಳೆ ತೆರವುಗೊಳಿಸಿದ ವಾಹನಗಳನ್ನು ಸಮೀಪದ ಠಾಣೆಗಳಲ್ಲಿ ಇರಿಸಲಾಗುವುದು. ಗುತ್ತಿಗೆದಾರರ ಮೂಲಕ ಟೋಯಿಂಗ್ ವಾಹನಗಳನ್ನು ಬಳಸಲಾಗುತ್ತಿದ್ದು, ದಾಖಲೆ ಪರಿಶೀಲನೆಯ ನಂತರ ದಂಡ ವಿಧಿಸಿ ವಾಹನಗಳನ್ನು ಹಿಂದಿರುಗಿಸಲಾಗುವುದು ಎಂದು ಸಂಚಾರ ವಿಭಾಗದ ಅಧಿಕಾರಿಗಳು ತಿಳಿಸಿದ್ದಾರೆ. ನಗರದ ಪ್ರಮುಖ ರಸ್ತೆಗಳಲ್ಲಿ ಮೊದಲ ಹಂತದ ಕಾರ್ಯಾಚರಣೆ ನಡೆಯಲಿದ್ದು, ನಂತರ ಬಡಾವಣೆಗಳಿಗೂ ವಿಸ್ತರಿಸಲಾಗುವುದು. ವಾಹನ ಮಾಲೀಕರು ತಮ್ಮ ವಾಹನಗಳನ್ನು ನಿಗದಿತ ಸ್ಥಳಗಳಲ್ಲಿ ಮಾತ್ರ ನಿಲ್ಲಿಸುವಂತೆ ಮನವಿ ಮಾಡಲಾಗಿದೆ. ನಿಯಮ ಉಲ್ಲಂಘಿಸುವವರ ವಿರುದ್ಧ ಕಠಿಣ ಕ್ರಮ ಕೈಗೊಳ್ಳಲಾಗುವುದು ಎಂದು ಎಚ್ಚರಿಕೆ ನೀಡಲಾಗಿದೆ. ಸಾರ್ವಜನಿಕರು ಸಹ ಇಂತಹ ವಾಹನಗಳ ಬಗ್ಗೆ ಸಹಾಯವಾಣಿ ಮೂಲಕ ಮಾಹಿತಿ ನೀಡಬಹುದು ಎಂದು ಪೊಲೀಸರು ತಿಳಿಸಿದ್ದಾರೆ. (948, 1373, 1248, 1594)
epaper-banner-url[interactable]: ಇ-ಪೇಪರ್: www.munjanevarthe.com (342, 976, 630, 995)
nameplate-word1: ಮುಂಜಾನೆ (723, 95, 877, 147)
divider-right-1 (948, 562, 1248, 563)
imprint-line2: Published at : No.97, 2nd Cross, Vivekanandanagar, Khadi Commission Layout, BSK 3rd Stage, Kathariguppe Main Road, Bengaluru-560085. Mobile: 9663122276 Editor : H.L.AMARANATH (193, 2006, 1082, 2018)
nameplate-word2: ವಾರ್ತೆ (880, 95, 977, 147)
banner-left-line (148, 985, 328, 987)
